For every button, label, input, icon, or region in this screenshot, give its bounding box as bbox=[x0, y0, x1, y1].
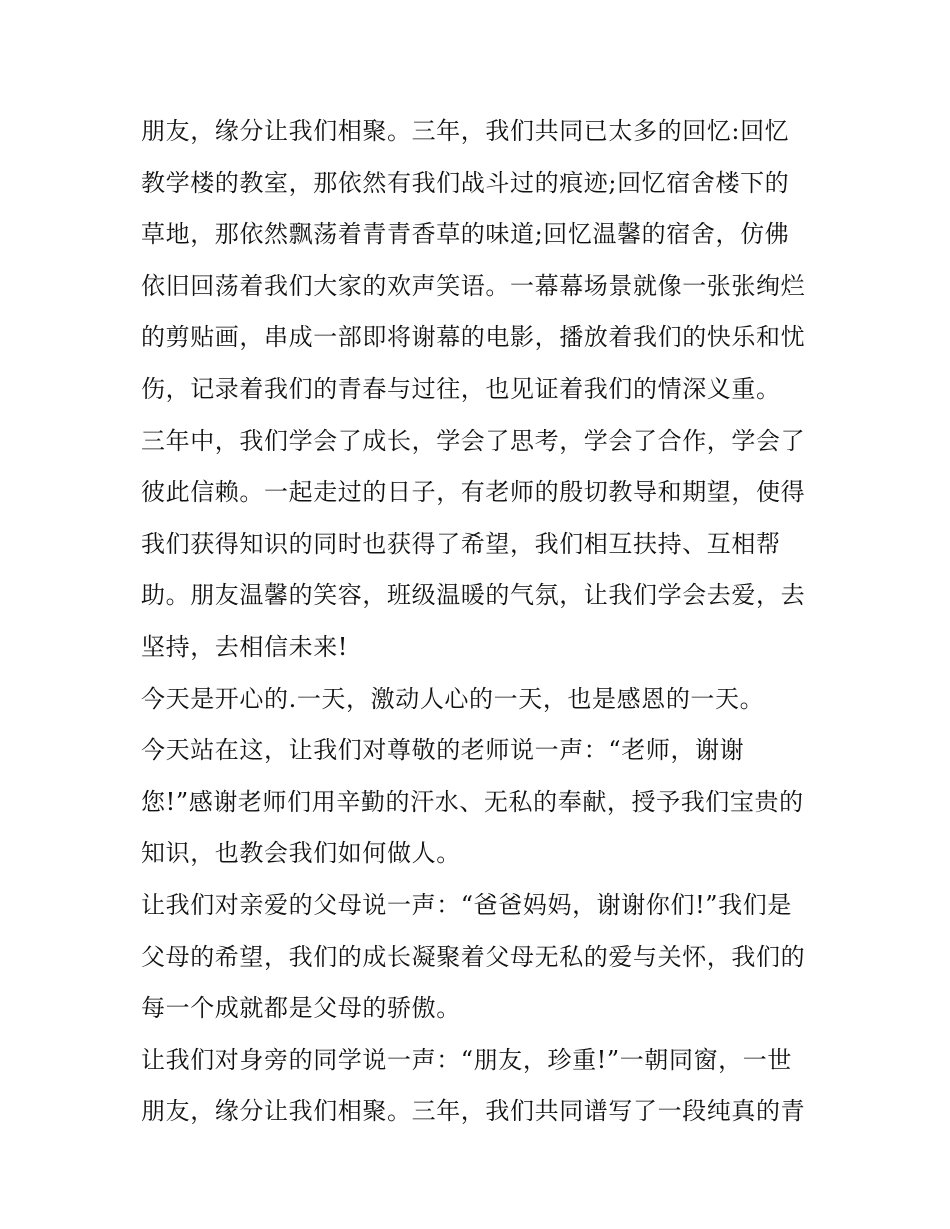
text-line: 坚持，去相信未来! bbox=[141, 632, 349, 661]
text-line: 今天站在这，让我们对尊敬的老师说一声：“老师，谢谢 bbox=[141, 736, 745, 765]
text-line: 彼此信赖。一起走过的日子，有老师的殷切教导和期望，使得 bbox=[141, 478, 806, 507]
text-line: 的剪贴画，串成一部即将谢幕的电影，播放着我们的快乐和忧 bbox=[141, 323, 806, 352]
document-body bbox=[141, 106, 831, 1138]
text-line: 依旧回荡着我们大家的欢声笑语。一幕幕场景就像一张张绚烂 bbox=[141, 271, 806, 300]
text-line: 伤，记录着我们的青春与过往，也见证着我们的情深义重。 bbox=[141, 374, 781, 403]
text-line: 您!”感谢老师们用辛勤的汗水、无私的奉献，授予我们宝贵的 bbox=[141, 787, 804, 816]
text-line: 朋友，缘分让我们相聚。三年，我们共同谱写了一段纯真的青 bbox=[141, 1097, 806, 1126]
text-line: 三年中，我们学会了成长，学会了思考，学会了合作，学会了 bbox=[141, 426, 806, 455]
text-line: 草地，那依然飘荡着青青香草的味道;回忆温馨的宿舍，仿佛 bbox=[141, 220, 790, 249]
text-line: 助。朋友温馨的笑容，班级温暖的气氛，让我们学会去爱，去 bbox=[141, 581, 806, 610]
text-line: 今天是开心的.一天，激动人心的一天，也是感恩的一天。 bbox=[141, 684, 765, 713]
text-line: 让我们对亲爱的父母说一声：“爸爸妈妈，谢谢你们!”我们是 bbox=[141, 890, 792, 919]
text-line: 知识，也教会我们如何做人。 bbox=[141, 839, 461, 868]
text-line: 我们获得知识的同时也获得了希望，我们相互扶持、互相帮 bbox=[141, 529, 781, 558]
text-line: 朋友，缘分让我们相聚。三年，我们共同已太多的回忆:回忆 bbox=[141, 117, 790, 145]
text-line: 让我们对身旁的同学说一声：“朋友，珍重!”一朝同窗，一世 bbox=[141, 1045, 792, 1074]
text-line: 教学楼的教室，那依然有我们战斗过的痕迹;回忆宿舍楼下的 bbox=[141, 168, 790, 197]
text-line: 每一个成就都是父母的骄傲。 bbox=[141, 994, 461, 1023]
text-line: 父母的希望，我们的成长凝聚着父母无私的爱与关怀，我们的 bbox=[141, 942, 806, 971]
